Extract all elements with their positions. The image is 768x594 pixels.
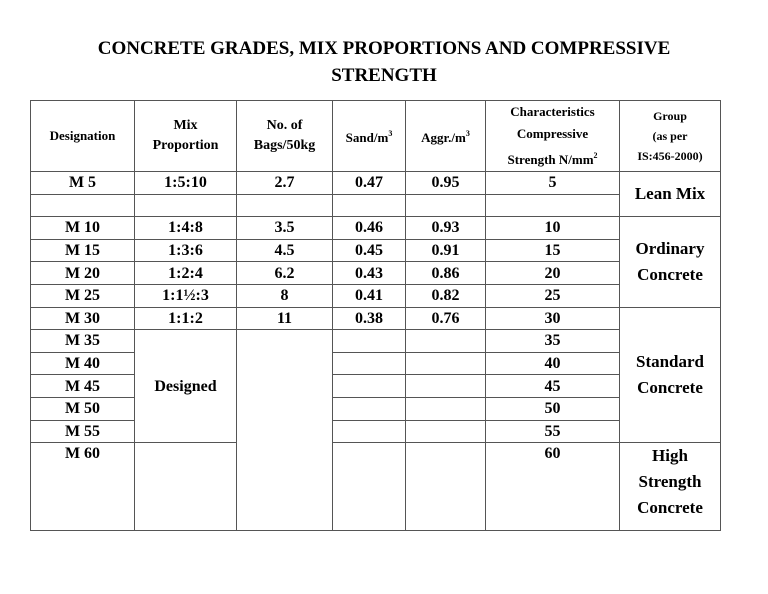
- header-row: [31, 101, 721, 172]
- mix-cell: 1:1½:3: [135, 284, 237, 307]
- header-bags: No. of Bags/50kg: [237, 101, 333, 172]
- table-row: [31, 375, 721, 398]
- table-row: [31, 307, 721, 330]
- sand-cell: 0.46: [333, 217, 406, 240]
- header-group: Group (as per IS:456-2000): [620, 101, 721, 172]
- table-row: [31, 420, 721, 443]
- mix-cell: 1:3:6: [135, 239, 237, 262]
- table-row: [31, 172, 721, 195]
- table-row: [31, 239, 721, 262]
- strength-cell: 50: [486, 397, 620, 420]
- bags-cell: 4.5: [237, 239, 333, 262]
- header-strength: Characteristics Compressive Strength $N/mm^2$: [486, 101, 620, 172]
- grade-cell: M 45: [31, 375, 135, 398]
- mix-cell: 1:1:2: [135, 307, 237, 330]
- bags-cell: 3.5: [237, 217, 333, 240]
- aggr-cell: 0.95: [406, 172, 486, 195]
- grade-cell: M 15: [31, 239, 135, 262]
- grade-cell: M 40: [31, 352, 135, 375]
- aggr-cell: 0.91: [406, 239, 486, 262]
- table-row: [31, 352, 721, 375]
- bags-empty-cell: [237, 330, 333, 531]
- group-standard-concrete: Standard Concrete: [620, 307, 721, 443]
- grade-cell: M 50: [31, 397, 135, 420]
- header-mix-proportion: Mix Proportion: [135, 101, 237, 172]
- aggr-cell: 0.93: [406, 217, 486, 240]
- table-row: [31, 443, 721, 531]
- grade-cell: M 20: [31, 262, 135, 285]
- title-line-2: STRENGTH: [331, 65, 437, 86]
- sand-cell: 0.43: [333, 262, 406, 285]
- header-sand: Sand/$m^3$: [333, 101, 406, 172]
- bags-cell: 11: [237, 307, 333, 330]
- bags-cell: 2.7: [237, 172, 333, 195]
- grade-cell: M 35: [31, 330, 135, 353]
- header-designation: Designation: [31, 101, 135, 172]
- strength-cell: 30: [486, 307, 620, 330]
- strength-cell: 5: [486, 172, 620, 195]
- sand-cell: 0.38: [333, 307, 406, 330]
- grade-cell: M 10: [31, 217, 135, 240]
- aggr-cell: 0.76: [406, 307, 486, 330]
- mix-cell: 1:5:10: [135, 172, 237, 195]
- strength-cell: 60: [486, 443, 620, 531]
- table-row-empty: [31, 194, 721, 217]
- strength-cell: 40: [486, 352, 620, 375]
- grade-cell: M 30: [31, 307, 135, 330]
- strength-cell: 35: [486, 330, 620, 353]
- mix-cell: 1:2:4: [135, 262, 237, 285]
- group-lean-mix: Lean Mix: [620, 172, 721, 217]
- group-high-strength-concrete: High Strength Concrete: [620, 443, 721, 531]
- aggr-cell: 0.86: [406, 262, 486, 285]
- table-row: [31, 330, 721, 353]
- grade-cell: M 60: [31, 443, 135, 531]
- grade-cell: M 55: [31, 420, 135, 443]
- header-aggregate: $Aggr./m^3$: [406, 101, 486, 172]
- group-ordinary-concrete: Ordinary Concrete: [620, 217, 721, 307]
- concrete-grades-table: [30, 100, 721, 531]
- strength-cell: 25: [486, 284, 620, 307]
- table-row: [31, 262, 721, 285]
- page-title: [0, 35, 768, 89]
- sand-cell: 0.41: [333, 284, 406, 307]
- grade-cell: M 5: [31, 172, 135, 195]
- table-row: [31, 284, 721, 307]
- mix-cell: 1:4:8: [135, 217, 237, 240]
- strength-cell: 45: [486, 375, 620, 398]
- sand-cell: 0.45: [333, 239, 406, 262]
- designed-cell: Designed: [135, 330, 237, 443]
- title-line-1: CONCRETE GRADES, MIX PROPORTIONS AND COMPRESSIVE: [97, 38, 671, 59]
- table-row: [31, 397, 721, 420]
- aggr-cell: 0.82: [406, 284, 486, 307]
- bags-cell: 8: [237, 284, 333, 307]
- strength-cell: 15: [486, 239, 620, 262]
- bags-cell: 6.2: [237, 262, 333, 285]
- strength-cell: 10: [486, 217, 620, 240]
- grade-cell: M 25: [31, 284, 135, 307]
- table-row: [31, 217, 721, 240]
- strength-cell: 55: [486, 420, 620, 443]
- strength-cell: 20: [486, 262, 620, 285]
- sand-cell: 0.47: [333, 172, 406, 195]
